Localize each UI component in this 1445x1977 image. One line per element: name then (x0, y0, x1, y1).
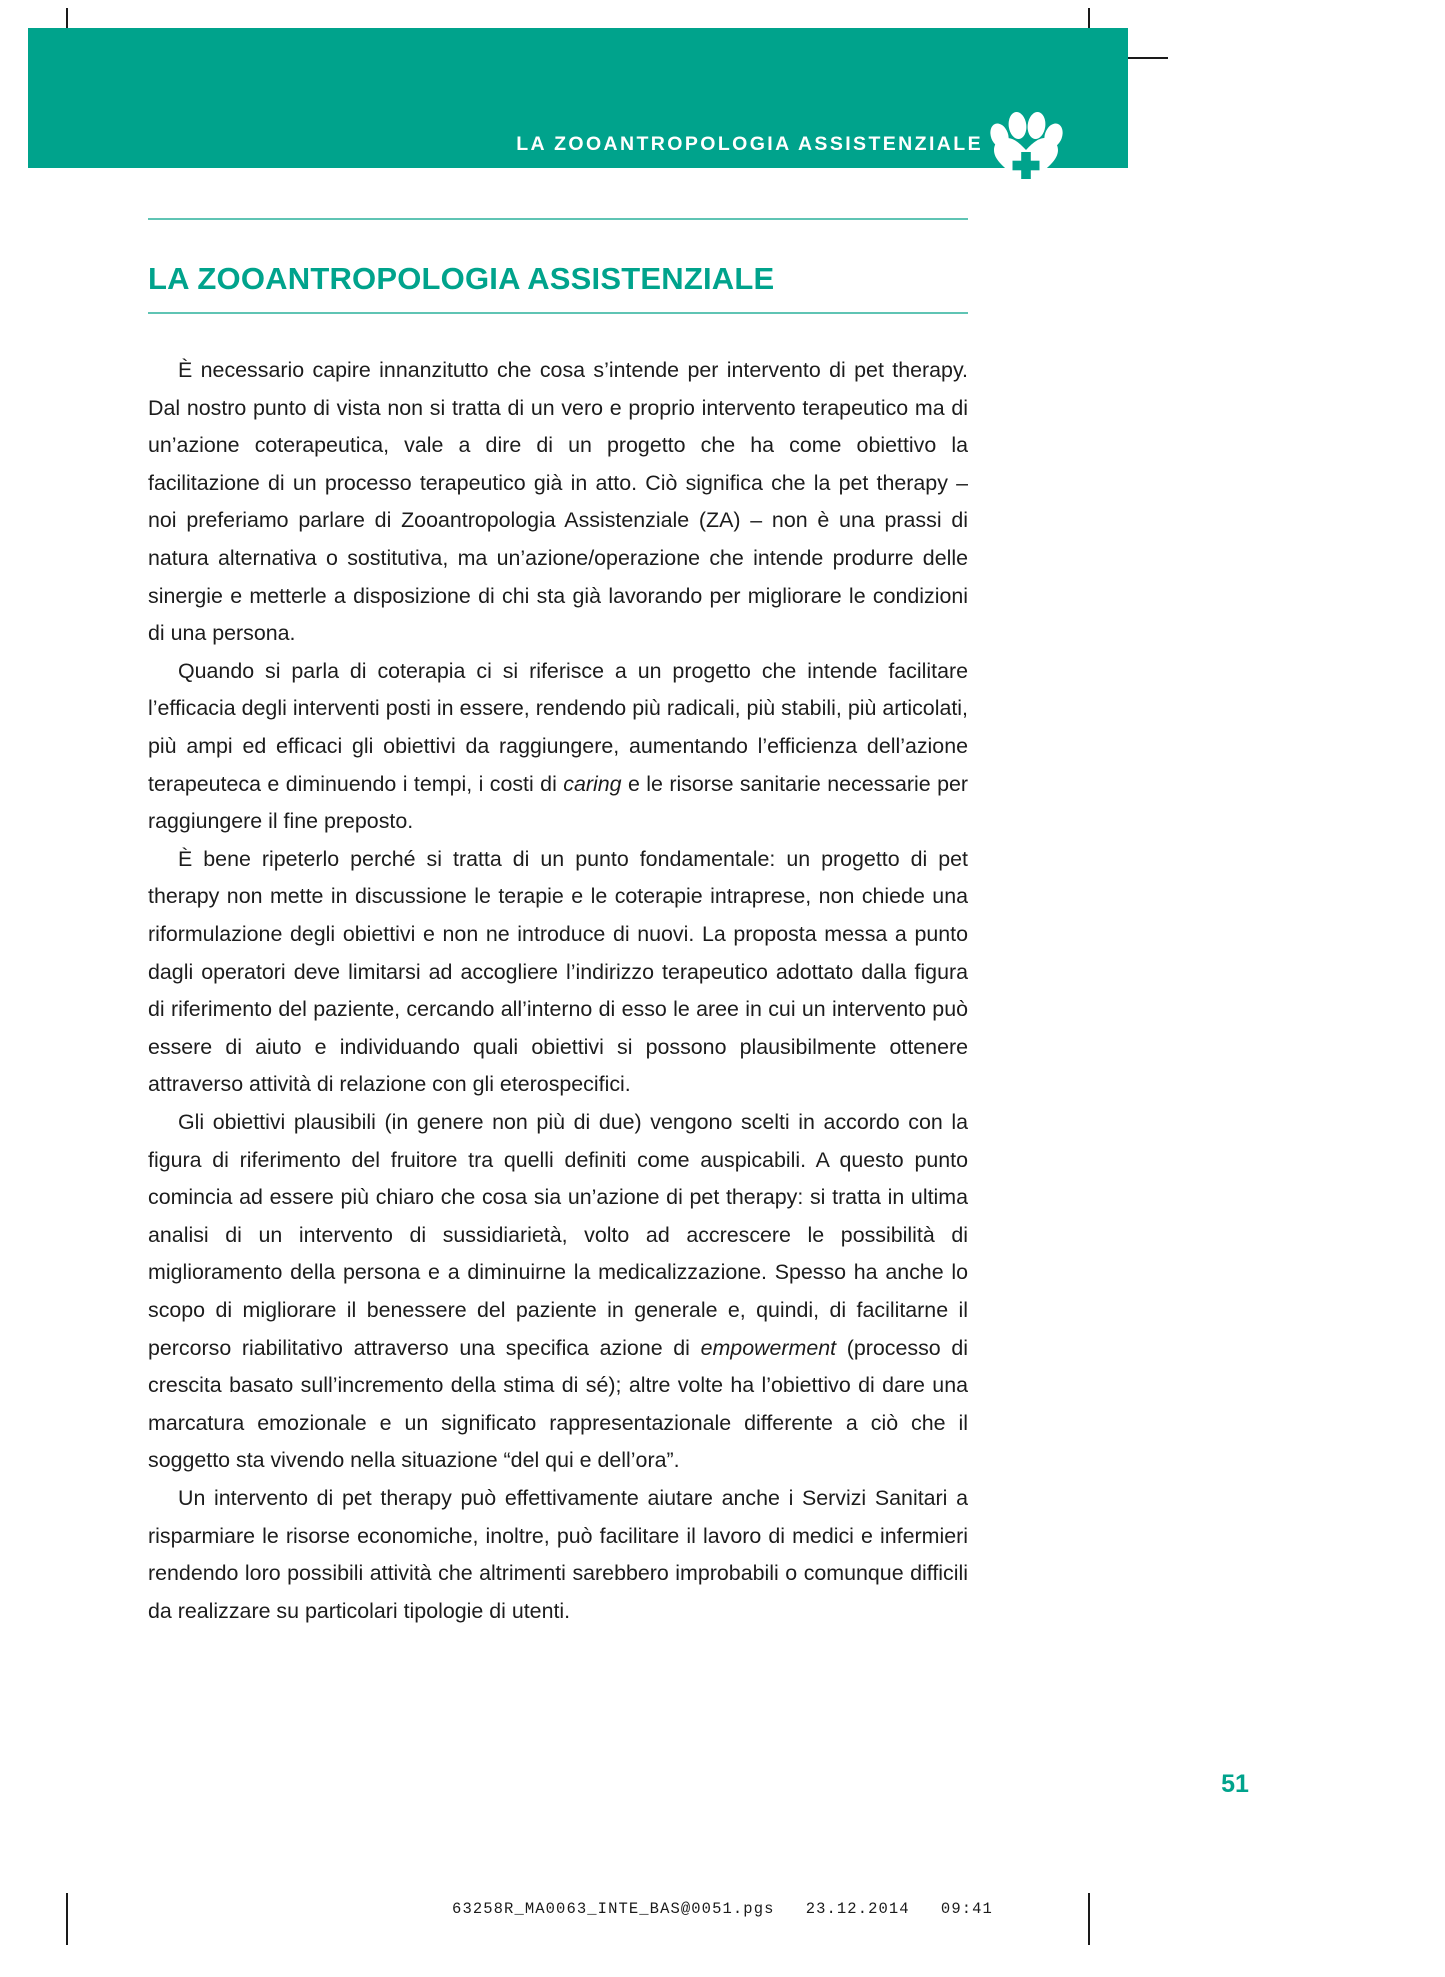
title-rule-top (148, 218, 968, 220)
page-title: LA ZOOANTROPOLOGIA ASSISTENZIALE (148, 261, 775, 296)
paragraph: Un intervento di pet therapy può effettivamente aiutare anche i Servizi Sanitari a risparmiare le risorse economiche, inoltre, può facilitare il lavoro di medici e infermieri rendendo loro possibili attività che altrimenti sarebbero improbabili o comunque difficili da realizzare su particolari tipologie di utenti. (148, 1485, 968, 1623)
running-header-band (28, 28, 1128, 168)
article-content (148, 218, 968, 1630)
italic-term: empowerment (700, 1335, 837, 1360)
paragraph: È bene ripeterlo perché si tratta di un punto fondamentale: un progetto di pet therapy non mette in discussione le terapie e le coterapie intraprese, non chiede una riformulazione degli obiettivi e non ne introduce di nuovi. La proposta messa a punto dagli operatori deve limitarsi ad accogliere l’indirizzo terapeutico adottato dalla figura di riferimento del paziente, cercando all’interno di esso le aree in cui un intervento può essere di aiuto e individuando quali obiettivi si possono plausibilmente ottenere attraverso attività di relazione con gli eterospecifici. (148, 846, 968, 1097)
prepress-slug: 63258R_MA0063_INTE_BAS@0051.pgs 23.12.2014 09:41 (452, 1900, 993, 1918)
italic-term: caring (563, 771, 622, 796)
body-copy (148, 352, 968, 1630)
running-header (28, 28, 1128, 168)
paw-print-heart-cross-logo (984, 108, 1068, 188)
paragraph: Gli obiettivi plausibili (in genere non più di due) vengono scelti in accordo con la figura di riferimento del fruitore tra quelli definiti come auspicabili. A questo punto comincia ad essere più chiaro che cosa sia un’azione di pet therapy: si tratta in ultima analisi di un intervento di sussidiarietà, volto ad accrescere le possibilità di miglioramento della persona e a diminuirne la medicalizzazione. Spesso ha anche lo scopo di migliorare il benessere del paziente in generale e, quindi, di facilitarne il percorso riabilitativo attraverso una specifica azione di empowerment (processo di crescita basato sull’incremento della stima di sé); altre volte ha l’obiettivo di dare una marcatura emozionale e un significato rappresentazionale differente a ciò che il soggetto sta vivendo nella situazione “del qui e dell’ora”. (148, 1109, 968, 1473)
paragraph: Quando si parla di coterapia ci si riferisce a un progetto che intende facilitare l’efficacia degli interventi posti in essere, rendendo più radicali, più stabili, più articolati, più ampi ed efficaci gli obiettivi da raggiungere, aumentando l’efficienza dell’azione terapeuteca e diminuendo i tempi, i costi di caring e le risorse sanitarie necessarie per raggiungere il fine preposto. (148, 658, 968, 834)
running-header-label: LA ZOOANTROPOLOGIA ASSISTENZIALE (516, 133, 983, 155)
paragraph: È necessario capire innanzitutto che cosa s’intende per intervento di pet therapy. Dal nostro punto di vista non si tratta di un vero e proprio intervento terapeutico ma di un’azione coterapeutica, vale a dire di un progetto che ha come obiettivo la facilitazione di un processo terapeutico già in atto. Ciò significa che la pet therapy – noi preferiamo parlare di Zooantropologia Assistenziale (ZA) – non è una prassi di natura alternativa o sostitutiva, ma un’azione/operazione che intende produrre delle sinergie e metterle a disposizione di chi sta già lavorando per migliorare le condizioni di una persona. (148, 358, 968, 646)
page-number: 51 (1221, 1770, 1249, 1798)
title-rule-bottom (148, 312, 968, 314)
